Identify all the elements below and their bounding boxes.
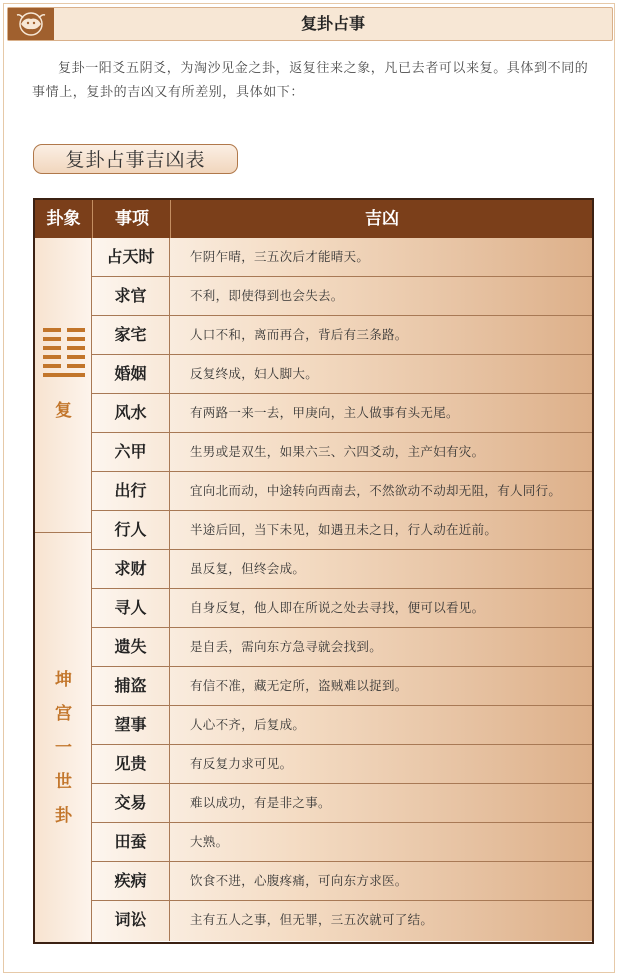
header-item: 事项 xyxy=(92,200,171,238)
palace-cell xyxy=(35,533,92,942)
page-title: 复卦占事 xyxy=(300,14,365,33)
gua-symbol-cell xyxy=(35,238,92,533)
table-row xyxy=(92,550,592,589)
table-row xyxy=(92,706,592,745)
row-result: 宜向北而动，中途转向西南去，不然欲动不动却无阻，有人同行。 xyxy=(190,483,562,498)
palace-char: 坤 xyxy=(55,670,72,690)
row-item: 疾病 xyxy=(92,862,170,900)
row-result: 人口不和，离而再合，背后有三条路。 xyxy=(190,327,408,342)
table-row xyxy=(92,745,592,784)
table-row xyxy=(92,862,592,901)
palace-char: 卦 xyxy=(55,806,72,826)
table-row xyxy=(92,394,592,433)
row-item: 词讼 xyxy=(92,901,170,941)
row-result: 反复终成，妇人脚大。 xyxy=(190,366,319,381)
hexagram-fu-icon xyxy=(43,328,85,382)
table-row xyxy=(92,628,592,667)
page-header xyxy=(7,7,613,41)
row-result: 自身反复，他人即在所说之处去寻找，便可以看见。 xyxy=(190,600,485,615)
row-item: 遗失 xyxy=(92,628,170,666)
row-result: 主有五人之事，但无罪，三五次就可了结。 xyxy=(190,912,434,927)
header-gua: 卦象 xyxy=(46,209,81,229)
header-result: 吉凶 xyxy=(170,200,593,238)
row-item: 家宅 xyxy=(92,316,170,354)
row-item: 捕盗 xyxy=(92,667,170,705)
row-result: 饮食不进，心腹疼痛，可向东方求医。 xyxy=(190,873,408,888)
row-item: 出行 xyxy=(92,472,170,510)
table-row xyxy=(92,589,592,628)
palace-char: 宫 xyxy=(55,704,72,724)
row-result: 有信不准，藏无定所，盗贼难以捉到。 xyxy=(190,678,408,693)
table-body xyxy=(92,238,592,941)
table-row xyxy=(92,784,592,823)
row-result: 半途后回，当下未见，如遇丑未之日，行人动在近前。 xyxy=(190,522,498,537)
row-item: 婚姻 xyxy=(92,355,170,393)
row-result: 不利，即使得到也会失去。 xyxy=(190,288,344,303)
table-row xyxy=(92,433,592,472)
gua-name: 复 xyxy=(55,401,72,421)
row-item: 求官 xyxy=(92,277,170,315)
row-result: 乍阴乍晴，三五次后才能晴天。 xyxy=(190,249,370,264)
row-result: 是自丢，需向东方急寻就会找到。 xyxy=(190,639,383,654)
table-row xyxy=(92,901,592,941)
row-item: 风水 xyxy=(92,394,170,432)
table-row xyxy=(92,472,592,511)
table-row xyxy=(92,238,592,277)
row-result: 大熟。 xyxy=(190,834,229,849)
row-result: 有两路一来一去，甲庚向，主人做事有头无尾。 xyxy=(190,405,459,420)
intro-paragraph: 复卦一阳爻五阴爻，为淘沙见金之卦，返复往来之象，凡已去者可以来复。具体到不同的事情上，复卦的吉凶又有所差别，具体如下： xyxy=(32,61,589,100)
divination-table xyxy=(33,198,594,944)
ox-emblem-icon xyxy=(8,8,54,40)
palace-char: 一 xyxy=(55,738,72,758)
table-row xyxy=(92,316,592,355)
row-item: 望事 xyxy=(92,706,170,744)
table-row xyxy=(92,667,592,706)
row-result: 难以成功，有是非之事。 xyxy=(190,795,331,810)
row-result: 有反复力求可见。 xyxy=(190,756,293,771)
table-row xyxy=(92,511,592,550)
row-result: 人心不齐，后复成。 xyxy=(190,717,306,732)
palace-char: 世 xyxy=(55,772,72,792)
row-result: 生男或是双生，如果六三、六四爻动，主产妇有灾。 xyxy=(190,444,485,459)
row-item: 田蚕 xyxy=(92,823,170,861)
row-item: 占天时 xyxy=(92,238,170,276)
row-item: 交易 xyxy=(92,784,170,822)
row-item: 行人 xyxy=(92,511,170,549)
table-header xyxy=(35,200,592,238)
row-item: 求财 xyxy=(92,550,170,588)
table-row xyxy=(92,355,592,394)
table-title: 复卦占事吉凶表 xyxy=(33,144,238,174)
row-item: 寻人 xyxy=(92,589,170,627)
row-item: 见贵 xyxy=(92,745,170,783)
table-row xyxy=(92,823,592,862)
row-item: 六甲 xyxy=(92,433,170,471)
row-result: 虽反复，但终会成。 xyxy=(190,561,306,576)
table-row xyxy=(92,277,592,316)
palace-label xyxy=(35,663,92,833)
